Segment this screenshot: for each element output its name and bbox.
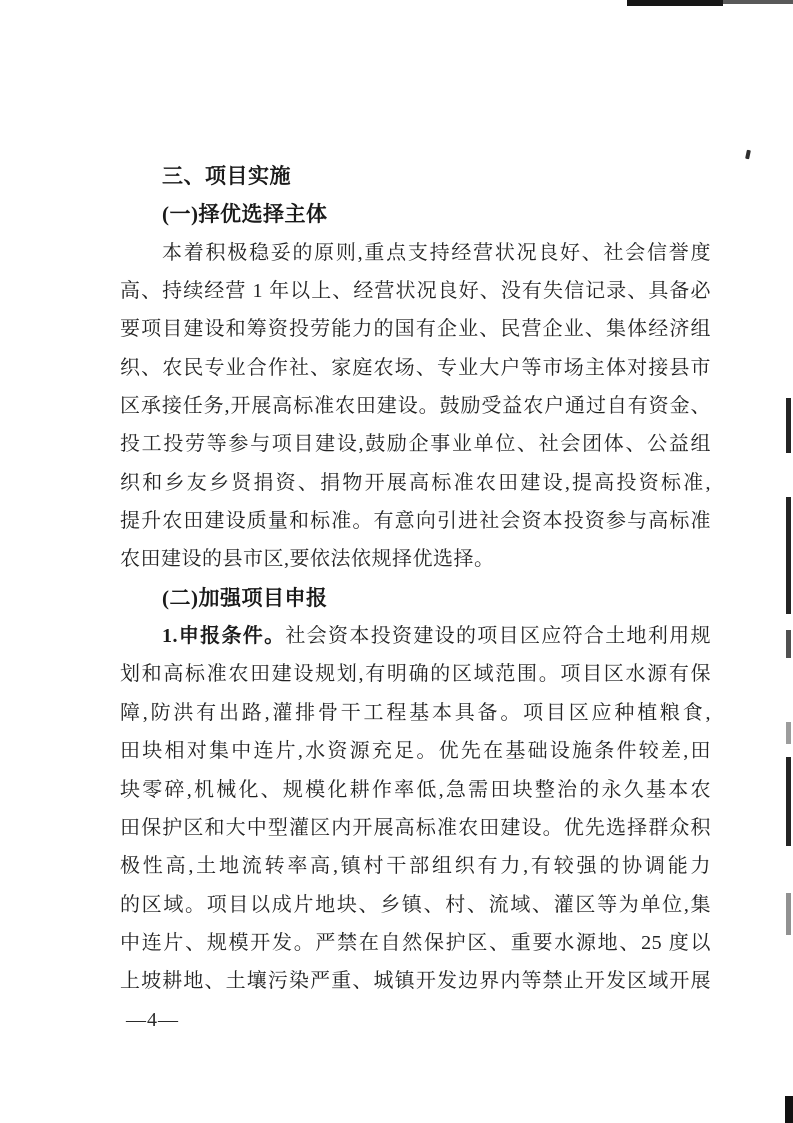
page-number: —4— [126, 1009, 179, 1031]
paragraph-line: 农田建设的县市区,要依法依规择优选择。 [120, 548, 495, 571]
paragraph-line: 本着积极稳妥的原则,重点支持经营状况良好、社会信誉度 [162, 241, 711, 264]
paragraph-line: 中连片、规模开发。严禁在自然保护区、重要水源地、25 度以 [120, 931, 711, 954]
subsection-heading: (二)加强项目申报 [162, 585, 328, 610]
paragraph-line: 田块相对集中连片,水资源充足。优先在基础设施条件较差,田 [120, 740, 711, 763]
subsection-heading: (一)择优选择主体 [162, 202, 328, 227]
paragraph-line: 田保护区和大中型灌区内开展高标准农田建设。优先选择群众积 [120, 816, 711, 839]
paragraph-line: 要项目建设和筹资投劳能力的国有企业、民营企业、集体经济组 [120, 318, 711, 341]
scan-artifact-top-edge [723, 0, 793, 4]
scan-artifact-right-edge [786, 893, 791, 935]
scan-artifact-right-edge [786, 757, 791, 846]
paragraph-line: 高、持续经营 1 年以上、经营状况良好、没有失信记录、具备必 [120, 280, 711, 303]
scan-artifact-right-edge [786, 398, 791, 453]
section-heading: 三、项目实施 [162, 164, 291, 188]
scan-artifact-speck [745, 150, 751, 160]
paragraph-line: 区承接任务,开展高标准农田建设。鼓励受益农户通过自有资金、 [120, 395, 711, 418]
scan-artifact-right-edge [786, 630, 791, 658]
scan-artifact-right-edge [786, 497, 791, 614]
paragraph-line: 上坡耕地、土壤污染严重、城镇开发边界内等禁止开发区域开展 [120, 970, 711, 993]
scan-artifact-top-edge [627, 0, 723, 6]
paragraph-line: 投工投劳等参与项目建设,鼓励企事业单位、社会团体、公益组 [120, 433, 711, 456]
paragraph-line: 织、农民专业合作社、家庭农场、专业大户等市场主体对接县市 [120, 356, 711, 379]
paragraph-line: 提升农田建设质量和标准。有意向引进社会资本投资参与高标准 [120, 510, 711, 533]
paragraph-bold-lead: 1.申报条件。 [162, 625, 286, 648]
paragraph-line: 的区域。项目以成片地块、乡镇、村、流域、灌区等为单位,集 [120, 893, 711, 916]
paragraph-line: 划和高标准农田建设规划,有明确的区域范围。项目区水源有保 [120, 663, 711, 686]
scan-artifact-right-edge [786, 722, 791, 744]
paragraph-line: 极性高,土地流转率高,镇村干部组织有力,有较强的协调能力 [120, 855, 711, 878]
paragraph-line-text: 社会资本投资建设的项目区应符合土地利用规 [285, 625, 712, 648]
paragraph-line: 块零碎,机械化、规模化耕作率低,急需田块整治的永久基本农 [120, 778, 711, 801]
paragraph-line [120, 617, 711, 655]
document-body [120, 157, 711, 1001]
scan-artifact-right-edge [785, 1096, 793, 1123]
paragraph-line: 织和乡友乡贤捐资、捐物开展高标准农田建设,提高投资标准, [120, 471, 711, 494]
paragraph-line: 障,防洪有出路,灌排骨干工程基本具备。项目区应种植粮食, [120, 701, 711, 724]
